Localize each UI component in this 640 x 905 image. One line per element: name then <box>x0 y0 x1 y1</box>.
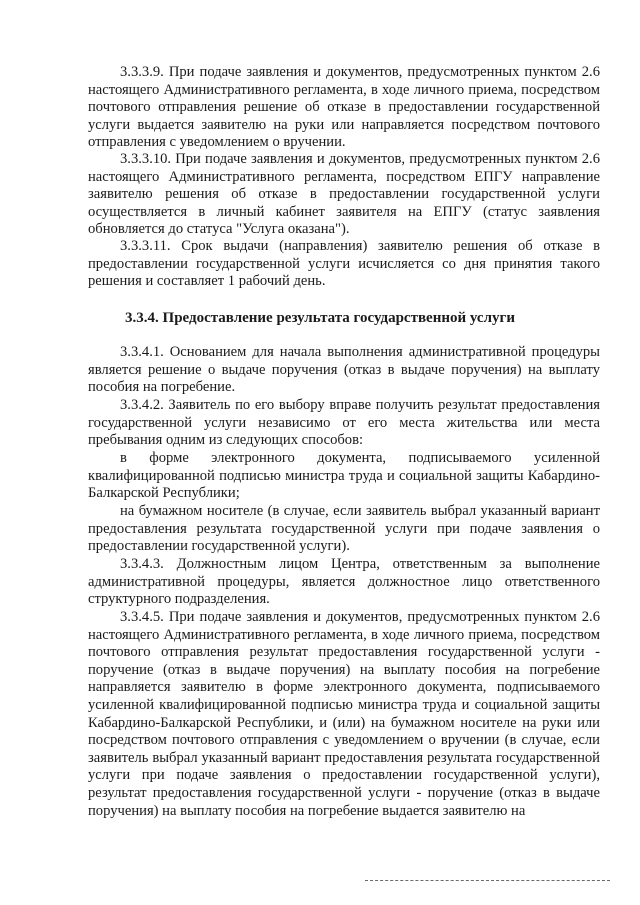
list-item-electronic-document: в форме электронного документа, подписываемого усиленной квалифицированной подписью министра труда и социальной защиты Кабардино-Балкарской Республики; <box>88 450 600 502</box>
footer-dashed-line <box>365 880 610 881</box>
paragraph-3-3-3-11: 3.3.3.11. Срок выдачи (направления) заявителю решения об отказе в предоставлении государственной услуги исчисляется со дня принятия такого решения и составляет 1 рабочий день. <box>88 238 600 290</box>
paragraph-3-3-3-9: 3.3.3.9. При подаче заявления и документов, предусмотренных пунктом 2.6 настоящего Административного регламента, в ходе личного приема, посредством почтового отправления решение об отказе в предоставлении государственной услуги выдается заявителю на руки или направляется посредством почтового отправления с уведомлением о вручении. <box>88 64 600 151</box>
paragraph-3-3-4-5: 3.3.4.5. При подаче заявления и документов, предусмотренных пунктом 2.6 настоящего Административного регламента, в ходе личного приема, посредством почтового отправления результат предоставления государственной услуги - поручение (отказ в выдаче поручения) на выплату пособия на погребение направляется заявителю в форме электронного документа, подписываемого усиленной квалифицированной подписью министра труда и социальной защиты Кабардино-Балкарской Республики, и (или) на бумажном носителе на руки или посредством почтового отправления с уведомлением о вручении (в случае, если заявитель выбрал указанный вариант предоставления результата государственной услуги при подаче заявления о предоставлении государственной услуги), результат предоставления государственной услуги - поручение (отказ в выдаче поручения) на выплату пособия на погребение выдается заявителю на <box>88 609 600 819</box>
paragraph-3-3-4-2: 3.3.4.2. Заявитель по его выбору вправе получить результат предоставления государственной услуги независимо от его места жительства или места пребывания одним из следующих способов: <box>88 397 600 449</box>
paragraph-3-3-4-1: 3.3.4.1. Основанием для начала выполнения административной процедуры является решение о выдаче поручения (отказ в выдаче поручения) на выплату пособия на погребение. <box>88 344 600 396</box>
paragraph-3-3-3-10: 3.3.3.10. При подаче заявления и документов, предусмотренных пунктом 2.6 настоящего Административного регламента, посредством ЕПГУ направление заявителю решения об отказе в предоставлении государственной услуги осуществляется в личный кабинет заявителя на ЕПГУ (статус заявления обновляется до статуса "Услуга оказана"). <box>88 151 600 238</box>
section-heading-3-3-4: 3.3.4. Предоставление результата государственной услуги <box>125 310 515 326</box>
list-item-paper-carrier: на бумажном носителе (в случае, если заявитель выбрал указанный вариант предоставления результата государственной услуги при подаче заявления о предоставлении государственной услуги). <box>88 503 600 555</box>
paragraph-3-3-4-3: 3.3.4.3. Должностным лицом Центра, ответственным за выполнение административной процедуры, является должностное лицо ответственного структурного подразделения. <box>88 556 600 608</box>
